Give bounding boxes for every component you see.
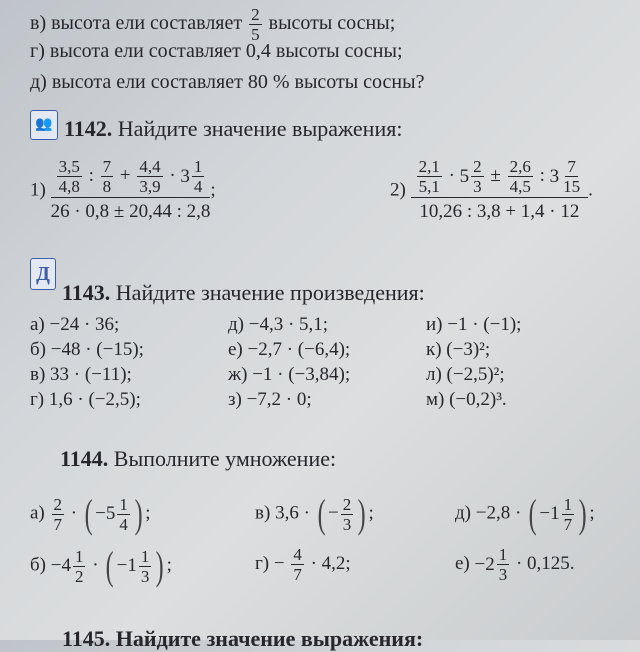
- numerator: 2,6: [509, 157, 531, 176]
- item-g: [30, 40, 403, 63]
- denominator: 2: [74, 566, 84, 586]
- whole-part: −1: [539, 503, 560, 524]
- task-g: [255, 546, 351, 583]
- task-v: [255, 491, 374, 536]
- left-paren: (: [84, 491, 93, 536]
- right-paren: ): [134, 491, 143, 536]
- task-item: и) −1 · (−1);: [426, 314, 522, 335]
- main-numerator: [51, 158, 211, 198]
- denominator: 5,1: [418, 177, 440, 196]
- mixed-number: [51, 548, 88, 585]
- operator: ·: [448, 164, 455, 186]
- task-text: · 0,125.: [515, 552, 575, 574]
- exercise-title: Выполните умножение:: [113, 446, 337, 471]
- fraction: [417, 158, 442, 195]
- numerator: 1: [498, 545, 508, 564]
- numerator: 3,5: [58, 157, 80, 176]
- item-label: в): [30, 12, 47, 35]
- task-label: а): [30, 502, 45, 524]
- item-text: высоты сосны;: [268, 12, 396, 35]
- denominator: 5: [251, 25, 260, 44]
- right-paren: ): [357, 491, 366, 536]
- column-3: [426, 312, 521, 412]
- fraction: [137, 158, 162, 195]
- mixed-number: [550, 158, 585, 195]
- exercise-1143-header: [62, 280, 425, 306]
- punctuation: ;: [589, 502, 595, 524]
- fraction: [249, 6, 262, 43]
- denominator: 3: [342, 514, 352, 534]
- expression-label: 2): [390, 179, 406, 201]
- item-text: высота ели составляет: [51, 12, 243, 35]
- denominator: 7: [53, 514, 63, 534]
- task-item: е) −2,7 · (−6,4);: [228, 339, 351, 360]
- item-d: [30, 71, 424, 94]
- left-paren: (: [317, 491, 326, 536]
- whole-part: −5: [95, 503, 116, 524]
- task-text: −2,8 ·: [475, 502, 522, 524]
- main-denominator: 10,26 : 3,8 + 1,4 · 12: [419, 201, 580, 222]
- task-item: л) (−2,5)²;: [426, 364, 505, 385]
- numerator: 2: [473, 157, 482, 176]
- operator: ±: [490, 164, 501, 186]
- task-e: [455, 546, 575, 583]
- denominator: 4: [119, 514, 128, 534]
- whole-part: −2: [474, 553, 495, 575]
- sign: −: [273, 552, 285, 574]
- mixed-number: [475, 546, 512, 583]
- whole-part: 5: [459, 165, 470, 187]
- exercise-number: 1143.: [62, 280, 111, 305]
- mixed-number: [460, 158, 486, 195]
- numerator: 1: [140, 546, 150, 566]
- task-text: 3,6 ·: [275, 502, 310, 524]
- denominator: 3: [498, 565, 508, 584]
- denominator: 4,8: [58, 177, 80, 196]
- denominator: 3: [473, 177, 482, 196]
- operator: +: [119, 164, 131, 186]
- whole-part: 3: [549, 165, 560, 187]
- fraction: [52, 496, 65, 533]
- expression-label: 1): [30, 179, 46, 201]
- denominator: 8: [102, 177, 112, 196]
- numerator: 2: [53, 494, 63, 514]
- numerator: 1: [563, 494, 573, 514]
- denominator: 3,9: [139, 177, 161, 196]
- task-label: д): [455, 502, 471, 524]
- punctuation: ;: [166, 554, 172, 576]
- mixed-number: [180, 158, 206, 195]
- punctuation: .: [588, 179, 593, 201]
- task-a: [30, 491, 151, 536]
- task-label: г): [255, 552, 270, 574]
- numerator: 4: [293, 545, 302, 564]
- numerator: 1: [74, 546, 84, 566]
- numerator: 2: [342, 494, 352, 514]
- exercise-1142-header: [64, 116, 402, 142]
- textbook-icon: Д: [30, 258, 56, 290]
- whole-part: 3: [180, 165, 190, 187]
- denominator: 4,5: [509, 177, 531, 196]
- exercise-1145-header-cut: 1145. Найдите значение выражения:: [62, 626, 424, 651]
- operator: ·: [70, 502, 78, 524]
- numerator: 1: [119, 494, 128, 514]
- exercise-number: 1142.: [64, 116, 113, 141]
- sign: −: [327, 502, 339, 524]
- punctuation: ;: [210, 179, 216, 201]
- denominator: 4: [193, 177, 203, 196]
- task-label: е): [455, 552, 470, 574]
- denominator: 7: [563, 514, 573, 534]
- item-text: высота ели составляет 80 % высоты сосны?: [51, 71, 425, 93]
- fraction: [291, 546, 304, 583]
- whole-part: −1: [116, 555, 137, 576]
- exercise-title: Найдите значение произведения:: [115, 280, 425, 305]
- operator: ·: [169, 164, 176, 186]
- task-item: ж) −1 · (−3,84);: [228, 364, 351, 385]
- task-label: в): [255, 502, 271, 524]
- fraction: [57, 158, 82, 195]
- item-label: д): [30, 71, 47, 93]
- task-item: б) −48 · (−15);: [30, 339, 144, 360]
- numerator: 2,1: [418, 157, 440, 176]
- expression-2: [390, 158, 593, 223]
- operator: ·: [92, 554, 99, 576]
- main-fraction: [51, 158, 211, 223]
- denominator: 7: [293, 565, 302, 584]
- expression-1: [30, 158, 216, 223]
- operator: :: [539, 164, 545, 186]
- numerator: 7: [102, 157, 112, 176]
- task-item: з) −7,2 · 0;: [228, 389, 312, 410]
- fraction: [101, 158, 114, 195]
- denominator: 15: [563, 177, 581, 196]
- exercise-1144-header: [60, 446, 336, 472]
- task-text: · 4,2;: [310, 552, 351, 574]
- item-v: [30, 6, 395, 43]
- numerator: 4,4: [139, 157, 161, 176]
- column-2: [228, 312, 350, 412]
- fraction: [508, 158, 533, 195]
- numerator: 2: [251, 5, 260, 24]
- numerator: 7: [567, 157, 576, 176]
- exercise-number: 1144.: [60, 446, 109, 471]
- task-item: к) (−3)²;: [426, 339, 491, 360]
- task-b: [30, 543, 172, 588]
- operator: :: [88, 164, 94, 186]
- denominator: 3: [140, 566, 150, 586]
- right-paren: ): [578, 491, 587, 536]
- task-item: а) −24 · 36;: [30, 314, 120, 335]
- pair-work-icon: 👥: [30, 110, 58, 140]
- left-paren: (: [105, 543, 114, 588]
- column-1: [30, 312, 144, 412]
- task-item: г) 1,6 · (−2,5);: [30, 389, 141, 410]
- exercise-title: Найдите значение выражения:: [117, 116, 403, 141]
- right-paren: ): [156, 543, 165, 588]
- punctuation: ;: [368, 502, 374, 524]
- task-label: б): [30, 554, 46, 576]
- left-paren: (: [528, 491, 537, 536]
- task-item: м) (−0,2)³.: [426, 389, 507, 410]
- main-denominator: 26 · 0,8 ± 20,44 : 2,8: [50, 201, 211, 222]
- punctuation: ;: [145, 502, 151, 524]
- item-text: высота ели составляет 0,4 высоты сосны;: [49, 40, 403, 62]
- main-fraction: [411, 158, 589, 223]
- item-label: г): [30, 40, 45, 62]
- numerator: 1: [193, 157, 203, 176]
- task-item: д) −4,3 · 5,1;: [228, 314, 329, 335]
- task-item: в) 33 · (−11);: [30, 364, 132, 385]
- main-numerator: [411, 158, 589, 198]
- whole-part: −4: [50, 555, 71, 576]
- task-d: [455, 491, 595, 536]
